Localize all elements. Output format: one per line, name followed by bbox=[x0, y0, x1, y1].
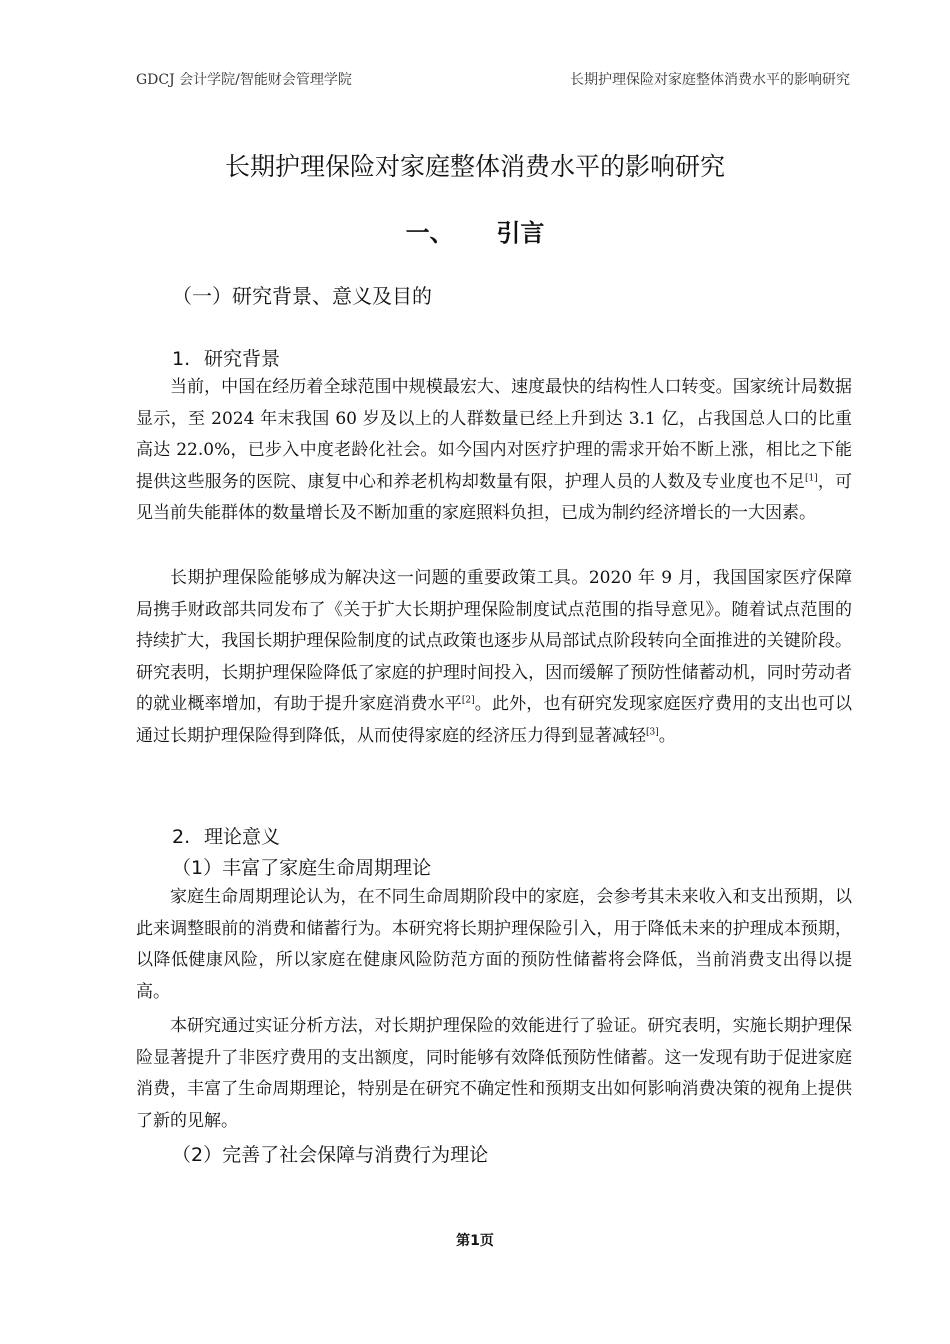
citation-2: [2] bbox=[461, 695, 475, 706]
header-right: 长期护理保险对家庭整体消费水平的影响研究 bbox=[570, 72, 850, 88]
paragraph-text: 长期护理保险能够成为解决这一问题的重要政策工具。2020 年 9 月，我国国家医疗保障局携手财政部共同发布了《关于扩大长期护理保险制度试点范围的指导意见》。随着试点范围的持续扩大，我国长期护理保险制度的试点政策也逐步从局部试点阶段转向全面推进的关键阶段。研究表明，长期护理保险降低了家庭的护理时间投入，因而缓解了预防性储蓄动机，同时劳动者的就业概率增加，有助于提升家庭消费水平 bbox=[136, 568, 852, 714]
paragraph-lifecycle-1: 家庭生命周期理论认为，在不同生命周期阶段中的家庭，会参考其未来收入和支出预期，以此来调整眼前的消费和储蓄行为。本研究将长期护理保险引入，用于降低未来的护理成本预期，以降低健康风险，所以家庭在健康风险防范方面的预防性储蓄将会降低，当前消费支出得以提高。 bbox=[136, 887, 852, 1002]
subheading-social-security: （2）完善了社会保障与消费行为理论 bbox=[172, 1144, 489, 1166]
heading-theoretical-significance bbox=[172, 822, 280, 849]
heading-number: 1. bbox=[172, 348, 191, 370]
heading-number: 2. bbox=[172, 826, 191, 848]
page-number: 第1页 bbox=[456, 1233, 494, 1249]
citation-3: [3] bbox=[646, 726, 659, 737]
citation-1: [1] bbox=[804, 472, 818, 483]
paragraph-text: 当前，中国在经历着全球范围中规模最宏大、速度最快的结构性人口转变。国家统计局数据显示，至 2024 年末我国 60 岁及以上的人群数量已经上升到达 3.1 亿，占我国总人口的比重高达 22.0%，已步入中度老龄化社会。如今国内对医疗护理的需求开始不断上涨，相比之下能提供这些服务的医院、康复中心和养老机构却数量有限，护理人员的人数及专业度也不足 bbox=[136, 377, 852, 492]
paragraph-background-2 bbox=[136, 563, 852, 752]
section-heading bbox=[0, 213, 950, 248]
paragraph-text: 。此外，也有研究发现家庭医疗费用的支出也可以通过长期护理保险得到降低，从而使得家庭的经济压力得到显著减轻 bbox=[136, 694, 853, 746]
subheading-lifecycle: （1）丰富了家庭生命周期理论 bbox=[172, 857, 432, 879]
subsection-heading: （一）研究背景、意义及目的 bbox=[172, 284, 432, 308]
document-title: 长期护理保险对家庭整体消费水平的影响研究 bbox=[224, 152, 725, 181]
heading-label: 研究背景 bbox=[204, 348, 281, 370]
paragraph-lifecycle-2: 本研究通过实证分析方法，对长期护理保险的效能进行了验证。研究表明，实施长期护理保险显著提升了非医疗费用的支出额度，同时能够有效降低预防性储蓄。这一发现有助于促进家庭消费，丰富了生命周期理论，特别是在研究不确定性和预期支出如何影响消费决策的视角上提供了新的见解。 bbox=[136, 1016, 852, 1131]
heading-label: 理论意义 bbox=[204, 826, 281, 848]
section-label: 引言 bbox=[496, 219, 545, 247]
section-number: 一、 bbox=[405, 219, 454, 247]
heading-research-background bbox=[172, 344, 280, 371]
paragraph-background-1 bbox=[136, 372, 852, 530]
header-left: GDCJ 会计学院/智能财会管理学院 bbox=[136, 72, 352, 88]
paragraph-text: ，可见当前失能群体的数量增长及不断加重的家庭照料负担，已成为制约经济增长的一大因素。 bbox=[136, 471, 853, 523]
paragraph-text: 。 bbox=[658, 725, 676, 746]
